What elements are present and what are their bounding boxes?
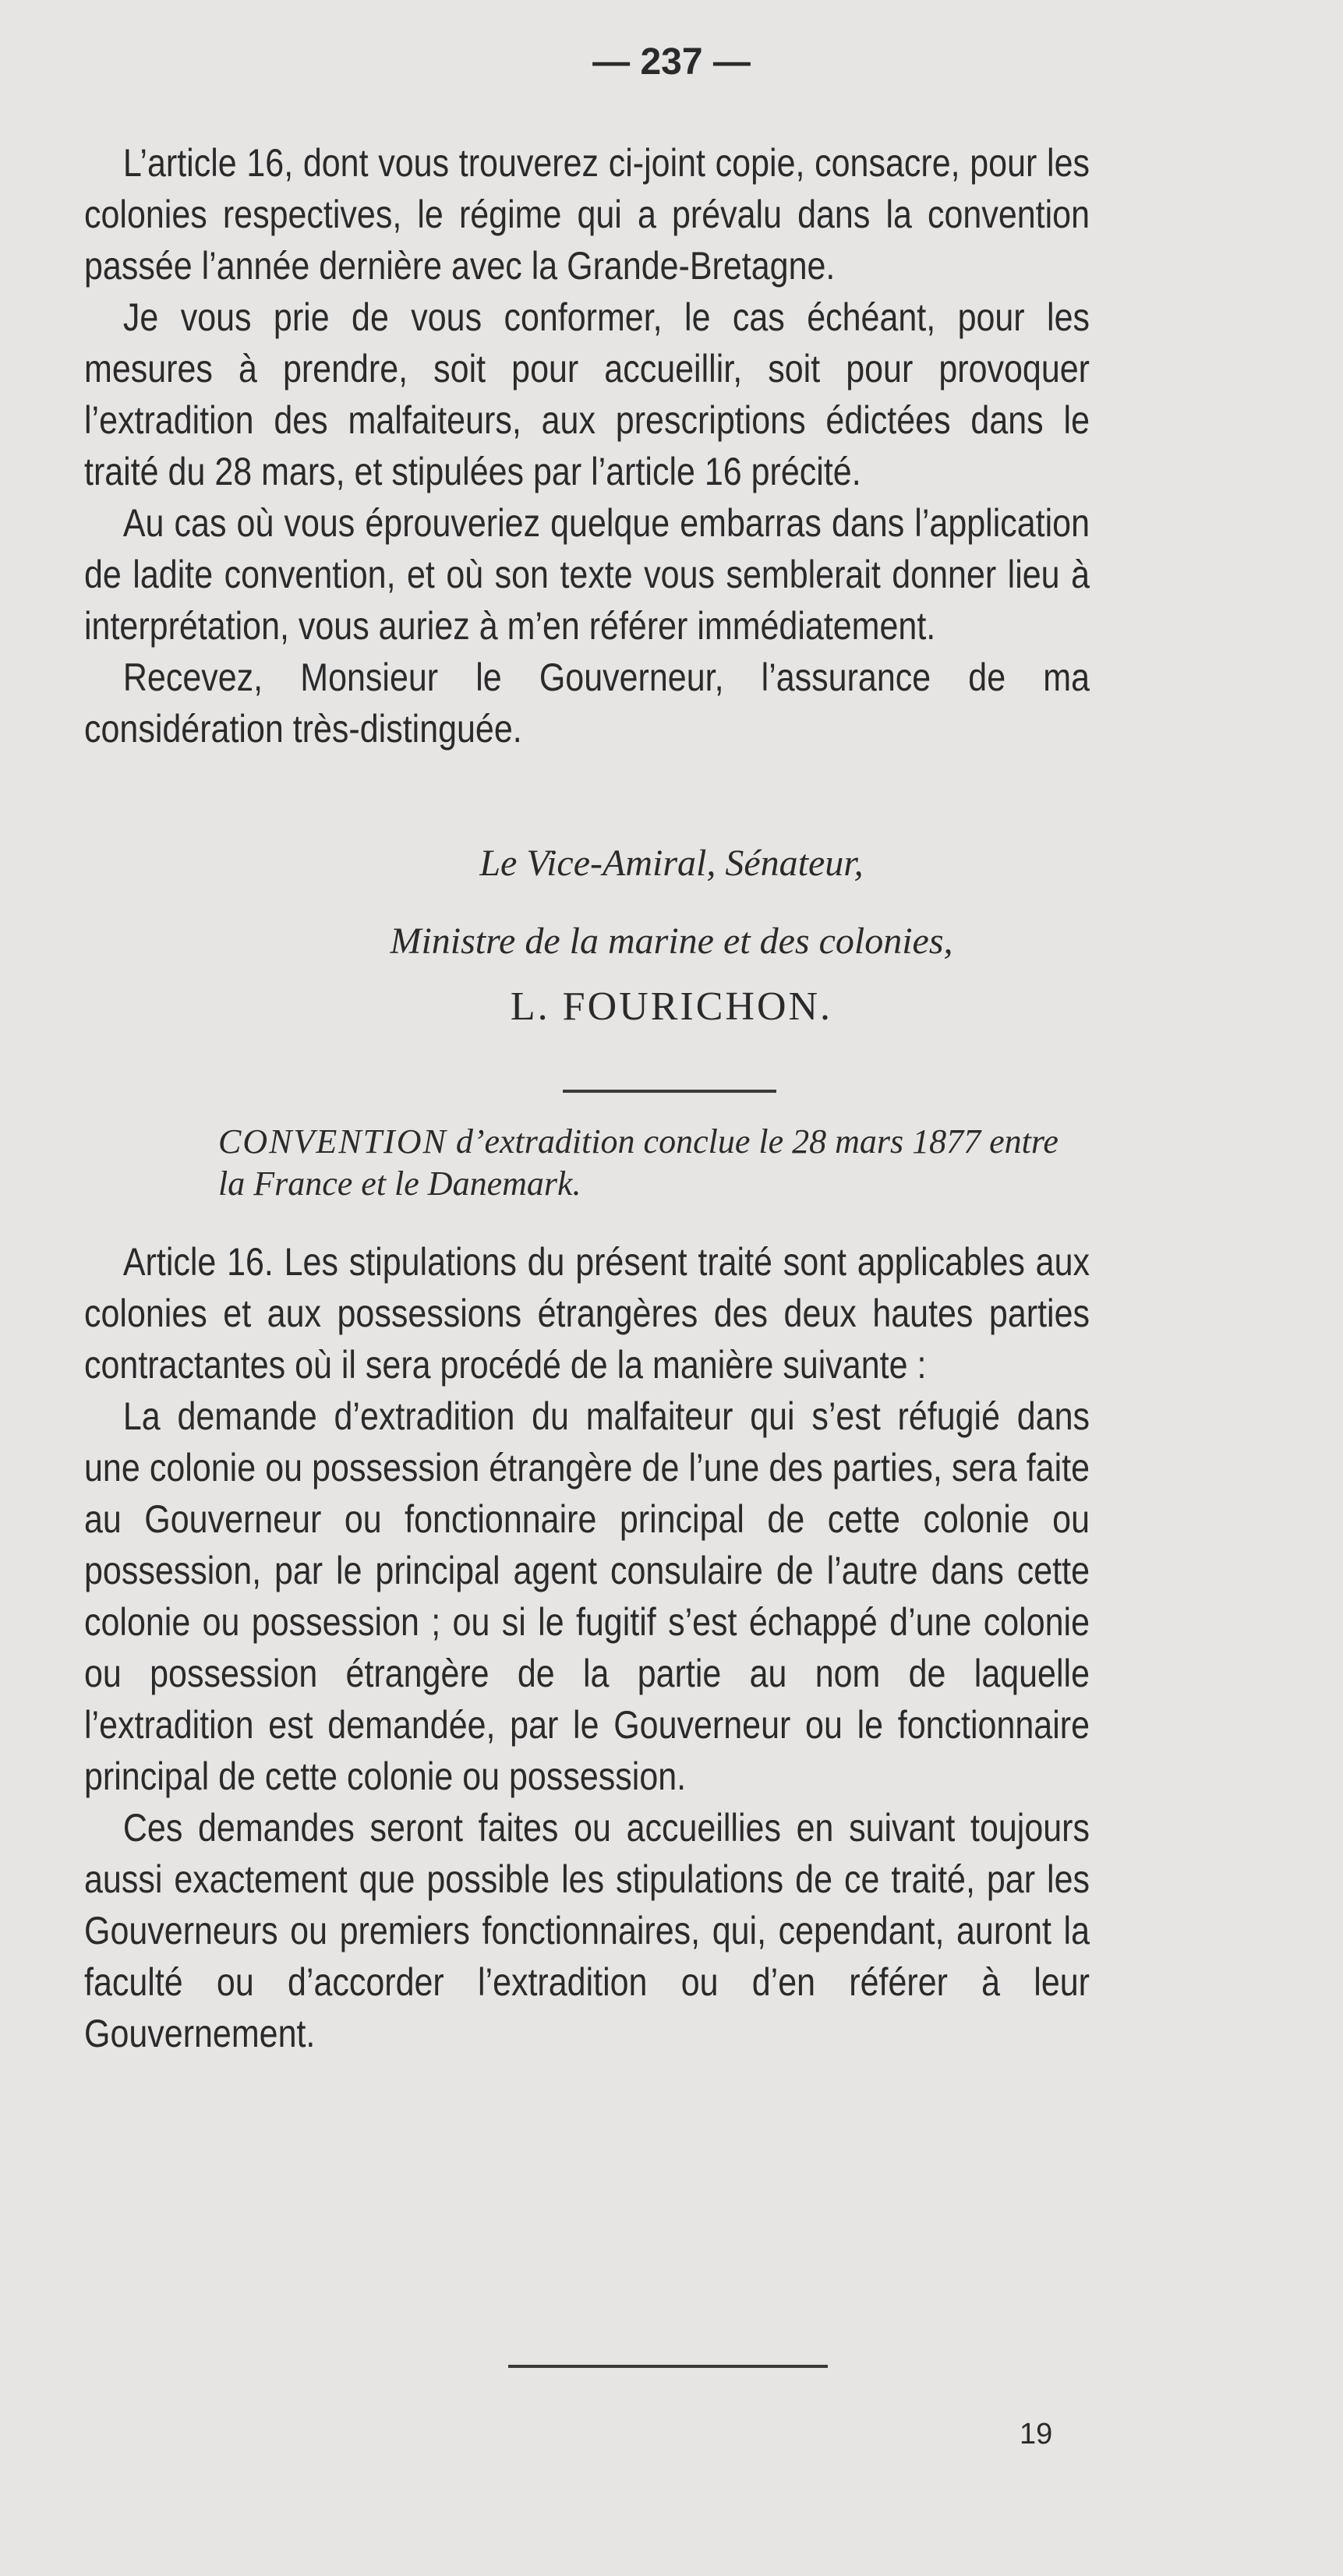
signature-title: Le Vice-Amiral, Sénateur, (479, 843, 864, 884)
convention-text (84, 1236, 1090, 2059)
convention-paragraph: La demande d’extradition du malfaiteur qui s’est réfugié dans une colonie ou possession étrangère de l’une des parties, sera faite au Gouverneur ou fonctionnaire principal de cette colonie ou possession, par le principal agent consulaire de l’autre dans cette colonie ou possession ; ou si le fugitif s’est échappé d’une colonie ou possession étrangère de la partie au nom de laquelle l’extradition est demandée, par le Gouverneur ou le fonctionnaire principal de cette colonie ou possession. (84, 1394, 1090, 1798)
convention-paragraph: Ces demandes seront faites ou accueillies en suivant toujours aussi exactement que possible les stipulations de ce traité, par les Gouverneurs ou premiers fonctionnaires, qui, cependant, auront la faculté ou d’accorder l’extradition ou d’en référer à leur Gouvernement. (84, 1806, 1090, 2055)
intro-paragraph: Au cas où vous éprouveriez quelque embarras dans l’application de ladite convention, et où son texte vous semblerait donner lieu à interprétation, vous auriez à m’en référer immédiatement. (84, 501, 1090, 648)
signature-ministry: Ministre de la marine et des colonies, (390, 921, 953, 962)
end-divider (508, 2365, 828, 2368)
intro-text (84, 137, 1090, 754)
intro-paragraph: Je vous prie de vous conformer, le cas échéant, pour les mesures à prendre, soit pour accueillir, soit pour provoquer l’extradition des malfaiteurs, aux prescriptions édictées dans le traité du 28 mars, et stipulées par l’article 16 précité. (84, 295, 1090, 493)
section-divider (563, 1090, 776, 1093)
convention-title-rest: d’extradition conclue le 28 mars 1877 entre (447, 1122, 1058, 1161)
signature-mark: 19 (1020, 2418, 1053, 2451)
intro-paragraph: L’article 16, dont vous trouverez ci-joint copie, consacre, pour les colonies respectives, le régime qui a prévalu dans la convention passée l’année dernière avec la Grande-Bretagne. (84, 141, 1090, 288)
page-number: — 237 — (592, 41, 751, 83)
signature-name: L. FOURICHON. (510, 984, 833, 1029)
convention-title-caps: CONVENTION (218, 1122, 447, 1161)
convention-title (218, 1121, 1309, 1205)
convention-title-line2: la France et le Danemark. (218, 1164, 581, 1203)
intro-paragraph: Recevez, Monsieur le Gouverneur, l’assurance de ma considération très-distinguée. (84, 655, 1090, 751)
convention-paragraph: Article 16. Les stipulations du présent traité sont applicables aux colonies et aux possessions étrangères des deux hautes parties contractantes où il sera procédé de la manière suivante : (84, 1240, 1090, 1387)
